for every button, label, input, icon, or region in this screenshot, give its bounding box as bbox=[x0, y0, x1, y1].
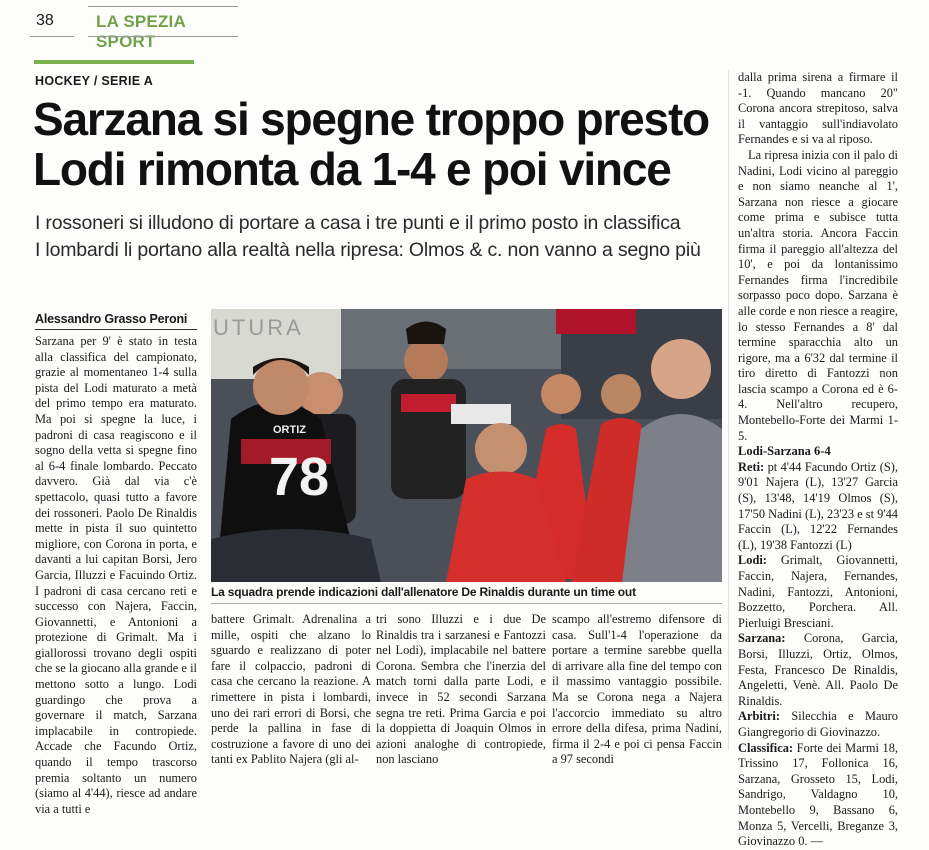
referees-label: Arbitri: bbox=[738, 709, 780, 724]
scorers-line bbox=[738, 460, 898, 554]
caption-rule bbox=[211, 603, 722, 604]
article-column-2 bbox=[211, 612, 371, 768]
header-rule bbox=[88, 6, 238, 7]
headline-line-1: Sarzana si spegne troppo presto bbox=[33, 93, 709, 145]
sarzana-label: Sarzana: bbox=[738, 631, 786, 646]
article-paragraph: scampo all'estremo difensore di casa. Sull'1-4 l'operazione da portare a termine sarebbe quella di arrivare alla fine del tempo con il massimo vantaggio possibile. Ma se Corona nega a Najera l'accorcio immediato su altro errore della difesa, prima Nadini, firma il 2-4 e poi ci pensa Faccin a 97 secondi bbox=[552, 612, 722, 767]
match-result-title: Lodi-Sarzana 6-4 bbox=[738, 444, 831, 459]
sarzana-lineup bbox=[738, 631, 898, 709]
article-paragraph: Sarzana per 9' è stato in testa alla classifica del campionato, grazie al momentaneo 1-4 sulla pista del Lodi maturato a metà del primo tempo era maturato. Ma poi si spegne la luce, i padroni di casa reagiscono e il sogno della vetta si spegne fino al 6-4 finale lombardo. Peccato davvero. Già dal via c'è spettacolo, quasi tutto a favore dei rossoneri. Paolo De Rinaldis mette in pista il suo quintetto migliore, con Corona in porta, e davanti a lui capitan Borsi, Jero Garcia, Illuzzi e Facuindo Ortiz. I padroni di casa cercano reti e successo con Najera, Faccin, Giovannetti, e Antonioni a protezione di Grimalt. Ma i giallorossi trovano degli ospiti che se la giocano alla grande e il mettono sotto a lungo. Lodi guardingo che prova a governare il match, Sarzana implacabile in contropiede. Accade che Facundo Ortiz, quando il tempo trascorso premia soltanto un numero (siamo al 4'44), riesce ad andare via a tutti e bbox=[35, 334, 197, 816]
byline: Alessandro Grasso Peroni bbox=[35, 312, 188, 326]
header-rule bbox=[30, 36, 74, 37]
article-column-right bbox=[738, 70, 898, 850]
standings-label: Classifica: bbox=[738, 740, 794, 755]
column-divider bbox=[728, 70, 729, 750]
headline-line-2: Lodi rimonta da 1-4 e poi vince bbox=[33, 143, 671, 195]
header-rule bbox=[88, 36, 238, 37]
jersey-name: ORTIZ bbox=[273, 424, 306, 436]
subheadline bbox=[35, 210, 725, 264]
article-column-4 bbox=[552, 612, 722, 768]
headline bbox=[33, 94, 723, 194]
accent-bar bbox=[34, 60, 194, 64]
article-paragraph: tri sono Illuzzi e i due De Rinaldis tra i sarzanesi e Fantozzi nel Lodi), implacabile nel battere Corona. Sembra che l'inerzia del match torni dalla parte Lodi, e invece in 52 secondi Sarzana segna tre reti. Prima Garcia e poi la doppietta di Joaquin Olmos in azioni analoghe di contropiede, non lasciano bbox=[376, 612, 546, 767]
article-column-3 bbox=[376, 612, 546, 768]
referees-line bbox=[738, 709, 898, 740]
article-paragraph: dalla prima sirena a firmare il -1. Quando mancano 20" Corona ancora strepitoso, salva il vantaggio sull'indiavolato Fernandes e si va al riposo. bbox=[738, 70, 898, 147]
subheadline-line-2: I lombardi li portano alla realtà nella ripresa: Olmos & c. non vanno a segno più bbox=[35, 239, 701, 261]
kicker: HOCKEY / SERIE A bbox=[35, 74, 154, 88]
lodi-lineup bbox=[738, 553, 898, 631]
article-column-1 bbox=[35, 334, 197, 817]
article-paragraph: La ripresa inizia con il palo di Nadini, Lodi vicino al pareggio e non siamo neanche al 1', Sarzana non riesce a giocare come prima e subisce tutta un'altra storia. Ancora Faccin firma il pareggio all'altezza del 10', e poi da lontanissimo Fernandes firma l'incredibile sorpasso poco dopo. Sarzana è alle corde e non riesce a reagire, lo stesso Fernandes a 8' dal termine sparacchia alto un rigore, ma a 6'32 dal termine il tiro diretto di Fantozzi non lascia scampo a Corona ed è 6-4. Nell'altro recupero, Montebello-Forte dei Marmi 1-5. bbox=[738, 147, 898, 443]
scoreboard bbox=[738, 444, 898, 849]
scorers-text: pt 4'44 Facundo Ortiz (S), 9'01 Najera (L), 13'27 Garcia (S), 13'48, 14'19 Olmos (S), 17'50 Nadini (L), 23'23 e st 9'44 Faccin (L), 12'22 Fernandes (L), 19'38 Fantozzi (L) bbox=[738, 459, 898, 552]
section-title: LA SPEZIA SPORT bbox=[96, 12, 186, 51]
page-header bbox=[30, 0, 230, 51]
article-paragraph: battere Grimalt. Adrenalina a mille, ospiti che alzano lo sguardo e realizzano di poter fare il colpaccio, padroni di casa che cercano la reazione. A rimettere in pista i lombardi, uno dei rari errori di Borsi, che perde la pallina in fase di costruzione a favore di uno dei tanti ex Pablito Najera (gli al- bbox=[211, 612, 371, 767]
photo-caption: La squadra prende indicazioni dall'allenatore De Rinaldis durante un time out bbox=[211, 585, 636, 599]
sarzana-text: Corona, Garcia, Borsi, Illuzzi, Ortiz, Olmos, Festa, Francesco De Rinaldis, Angeletti, Venè. All. Paolo De Rinaldis. bbox=[738, 631, 898, 708]
team-photo-illustration bbox=[211, 309, 722, 582]
scorers-label: Reti: bbox=[738, 459, 765, 474]
lodi-text: Grimalt, Giovannetti, Faccin, Najera, Fernandes, Nadini, Fantozzi, Antonioni, Bozzetto, Porchera. All. Pierluigi Bresciani. bbox=[738, 553, 898, 630]
page-number: 38 bbox=[36, 12, 54, 29]
jersey-number: 78 bbox=[269, 447, 330, 507]
team-photo bbox=[211, 309, 722, 582]
referees-text: Silecchia e Mauro Giangregorio di Giovinazzo. bbox=[738, 709, 898, 739]
banner-text: UTURA bbox=[213, 315, 304, 340]
subheadline-line-1: I rossoneri si illudono di portare a casa i tre punti e il primo posto in classifica bbox=[35, 212, 681, 234]
lodi-label: Lodi: bbox=[738, 553, 767, 568]
standings-line bbox=[738, 741, 898, 850]
byline-rule bbox=[35, 329, 197, 330]
standings-text: Forte dei Marmi 18, Trissino 17, Follonica 16, Sarzana, Grosseto 15, Lodi, Sandrigo, Valdagno 10, Montebello 9, Bassano 6, Monza 5, Vercelli, Breganze 3, Giovinazzo 0. — bbox=[738, 740, 898, 849]
